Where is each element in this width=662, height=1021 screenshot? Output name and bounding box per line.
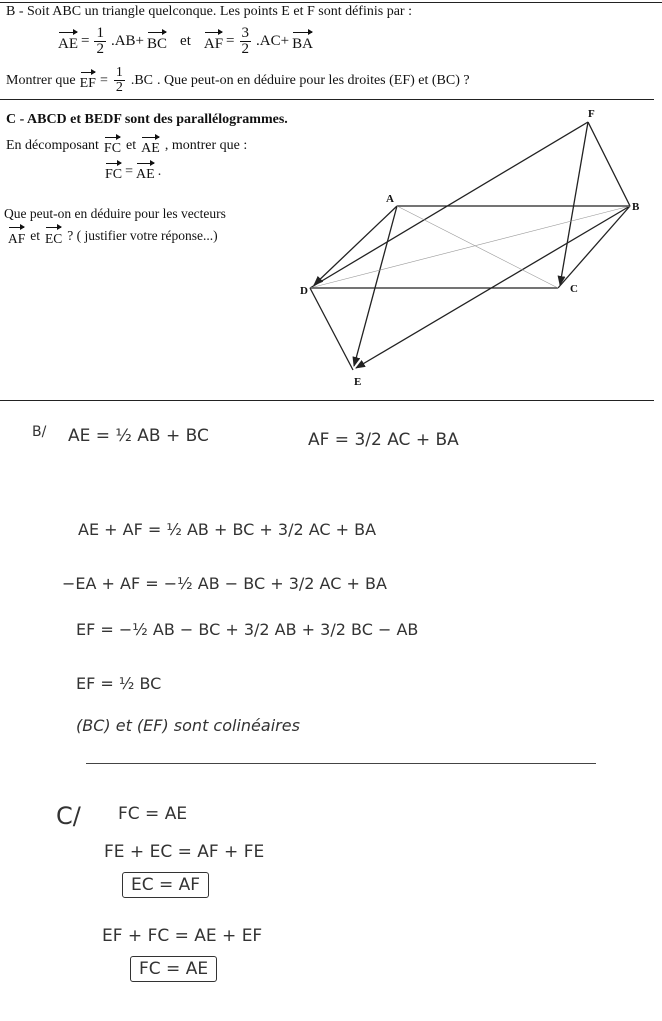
answer-b-label: B/: [32, 424, 47, 440]
answer-c-line1: FC = AE: [118, 804, 188, 824]
exercise-c-target: FC = AE .: [105, 164, 162, 182]
parallelogram-figure: [290, 100, 660, 395]
vector-fc-result: FC: [105, 162, 122, 182]
answer-b-line1-left: AE = ½ AB + BC: [68, 426, 209, 446]
faint-diagonal-ac: [397, 206, 558, 288]
point-label-f: F: [588, 108, 595, 120]
answer-c-box2: FC = AE: [130, 956, 217, 982]
term-bc: .BC: [130, 72, 154, 88]
point-label-e: E: [354, 376, 362, 388]
faint-diagonal-db: [310, 206, 630, 288]
vector-fc: FC: [104, 136, 121, 156]
vector-af-q: AF: [8, 226, 25, 246]
answer-b-line1-right: AF = 3/2 AC + BA: [308, 430, 459, 450]
segment-bc: [558, 206, 630, 288]
term-ab: .AB+: [110, 33, 145, 49]
section-rule-answers: [0, 400, 654, 401]
vector-af: AF: [204, 31, 223, 52]
answer-c-label: C/: [56, 802, 81, 830]
vector-ba: BA: [292, 31, 313, 52]
vector-ae-arrow: [354, 206, 397, 366]
vector-be-arrow: [356, 206, 630, 368]
exercise-b-title: B - Soit ABC un triangle quelconque. Les points E et F sont définis par :: [6, 4, 412, 19]
answer-c-line2: FE + EC = AF + FE: [104, 842, 265, 862]
segment-de: [310, 288, 353, 370]
fraction-half: $\frac{1}{2}$: [96, 25, 104, 57]
vector-ae-result: AE: [136, 162, 155, 182]
vector-ae: AE: [58, 31, 78, 52]
vector-bc: BC: [147, 31, 167, 52]
point-label-a: A: [386, 193, 394, 205]
exercise-c-vectors: AF et EC ? ( justifier votre réponse...): [8, 227, 218, 246]
segment-fb: [588, 122, 630, 206]
point-label-d: D: [300, 285, 308, 297]
vector-ef: EF: [80, 71, 96, 91]
vector-ae-c: AE: [141, 136, 160, 156]
answer-b-line3: −EA + AF = −½ AB − BC + 3/2 AC + BA: [62, 574, 387, 593]
point-label-b: B: [632, 201, 640, 213]
segment-df: [310, 122, 588, 288]
exercise-b-definitions: AE = $\frac{1}{2}$ .AB+ BC et AF = $\frac{3}{2}$ .AC+ BA: [58, 25, 313, 57]
vector-ad-arrow: [314, 206, 397, 285]
exercise-c-title: C - ABCD et BEDF sont des parallélogrammes.: [6, 112, 288, 127]
term-ac: .AC+: [256, 33, 290, 49]
answer-separator: [86, 763, 596, 764]
answer-c-box1-wrap: [122, 872, 209, 898]
exercise-b-question: Montrer que EF = $\frac{1}{2}$ .BC . Que peut-on en déduire pour les droites (EF) et (BC) ?: [6, 65, 470, 95]
answer-c-box2-wrap: [130, 956, 217, 982]
point-label-c: C: [570, 283, 578, 295]
fraction-half-2: $\frac{1}{2}$: [115, 65, 123, 95]
answer-b-line2: AE + AF = ½ AB + BC + 3/2 AC + BA: [78, 520, 377, 539]
answer-b-line4: EF = −½ AB − BC + 3/2 AB + 3/2 BC − AB: [76, 620, 419, 639]
vector-fc-arrow: [560, 122, 588, 285]
exercise-c-question: Que peut-on en déduire pour les vecteurs: [4, 206, 226, 221]
answer-b-conclusion: (BC) et (EF) sont colinéaires: [76, 716, 300, 735]
top-rule: [0, 2, 662, 3]
vector-ec-q: EC: [45, 226, 62, 246]
exercise-c-instruction: En décomposant FC et AE , montrer que :: [6, 138, 248, 156]
answer-b-line5: EF = ½ BC: [76, 674, 162, 693]
answer-c-box1: EC = AF: [122, 872, 209, 898]
answer-c-line3: EF + FC = AE + EF: [102, 926, 263, 946]
fraction-three-halves: $\frac{3}{2}$: [241, 25, 250, 57]
